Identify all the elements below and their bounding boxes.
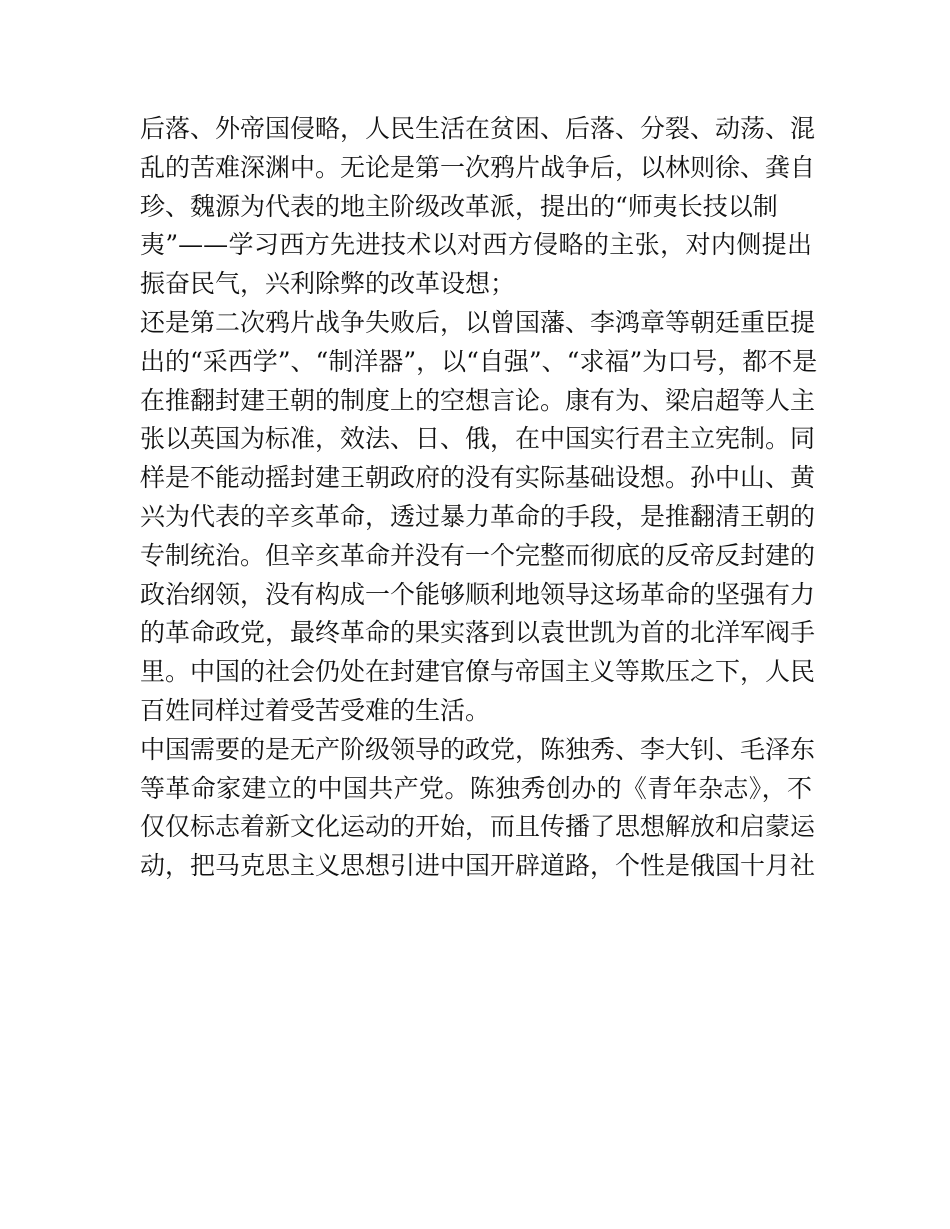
text-line: 夷”——学习西方先进技术以对西方侵略的主张，对内侧提出: [140, 230, 812, 260]
text-line: 的革命政党，最终革命的果实落到以袁世凯为首的北洋军阀手: [140, 618, 816, 648]
text-line: 政治纲领，没有构成一个能够顺利地领导这场革命的坚强有力: [140, 579, 816, 609]
text-line: 等革命家建立的中国共产党。陈独秀创办的《青年杂志》，不: [140, 773, 812, 803]
text-line: 出的“采西学”、“制洋器”，以“自强”、“求福”为口号，都不是: [140, 346, 818, 376]
text-line: 张以英国为标准，效法、日、俄，在中国实行君主立宪制。同: [140, 424, 816, 454]
text-line: 中国需要的是无产阶级领导的政党，陈独秀、李大钊、毛泽东: [140, 734, 816, 764]
text-line: 动，把马克思主义思想引进中国开辟道路，个性是俄国十月社: [140, 851, 816, 881]
text-line: 振奋民气，兴利除弊的改革设想；: [140, 269, 516, 299]
text-line: 样是不能动摇封建王朝政府的没有实际基础设想。孙中山、黄: [140, 463, 816, 493]
text-line: 里。中国的社会仍处在封建官僚与帝国主义等欺压之下，人民: [140, 657, 816, 687]
text-line: 珍、魏源为代表的地主阶级改革派，提出的“师夷长技以制: [140, 191, 778, 221]
document-body: [140, 110, 818, 886]
text-line: 乱的苦难深渊中。无论是第一次鸦片战争后，以林则徐、龚自: [140, 152, 816, 182]
text-line: 在推翻封建王朝的制度上的空想言论。康有为、梁启超等人主: [140, 385, 816, 415]
text-line: 后落、外帝国侵略，人民生活在贫困、后落、分裂、动荡、混: [140, 114, 816, 143]
text-line: 百姓同样过着受苦受难的生活。: [140, 695, 491, 725]
text-line: 专制统治。但辛亥革命并没有一个完整而彻底的反帝反封建的: [140, 540, 816, 570]
text-line: 兴为代表的辛亥革命，透过暴力革命的手段，是推翻清王朝的: [140, 501, 816, 531]
text-line: 仅仅标志着新文化运动的开始，而且传播了思想解放和启蒙运: [140, 812, 816, 842]
text-line: 还是第二次鸦片战争失败后，以曾国藩、李鸿章等朝廷重臣提: [140, 307, 816, 337]
